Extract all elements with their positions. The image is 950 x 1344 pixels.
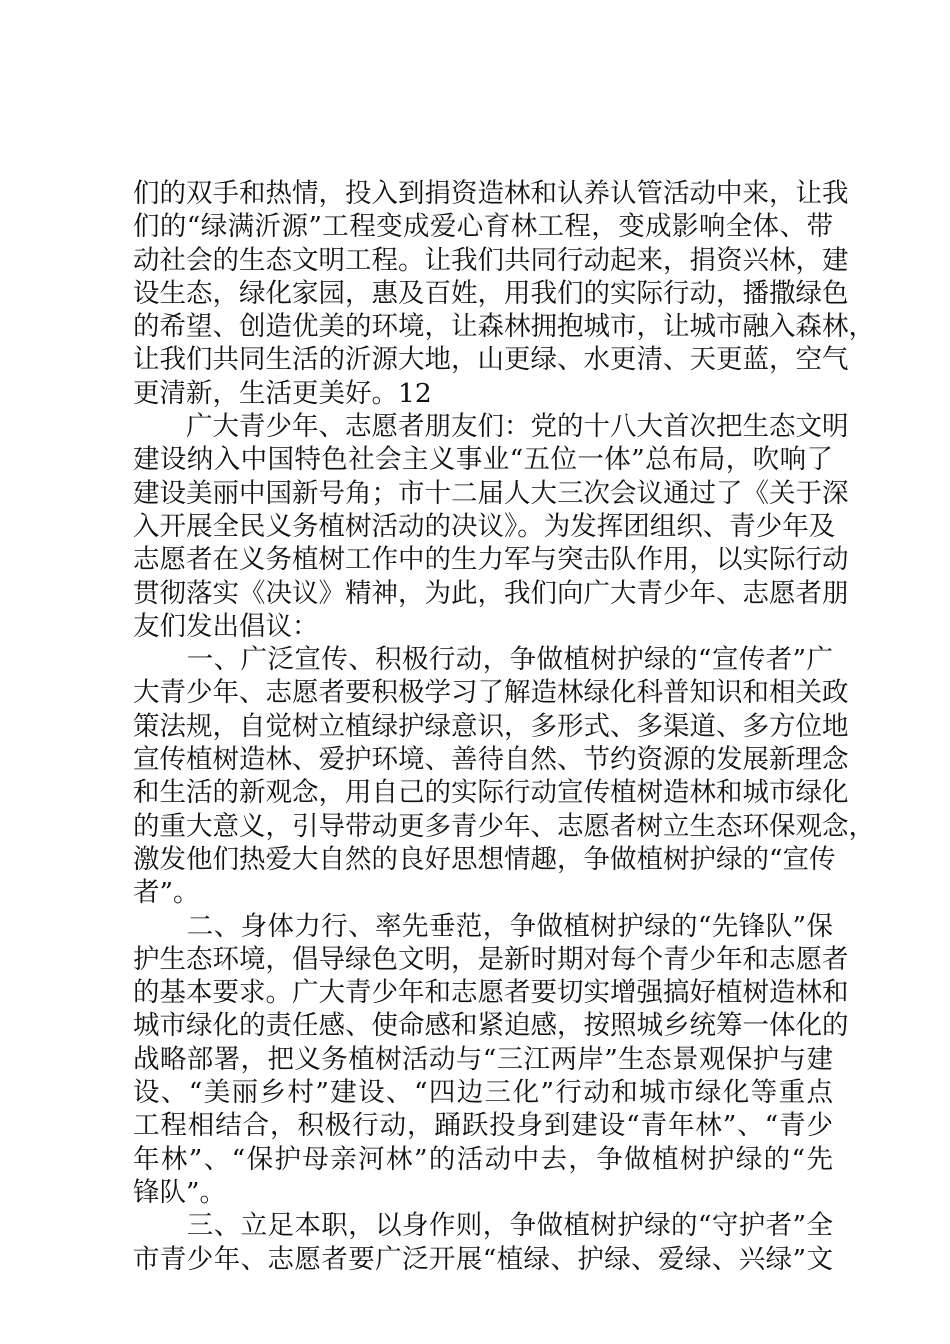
text-line: 锋队”。 [133, 1176, 227, 1208]
text-line: 的重大意义，引导带动更多青少年、志愿者树立生态环保观念， [133, 810, 875, 842]
text-line: 志愿者在义务植树工作中的生力军与突击队作用，以实际行动 [133, 544, 849, 576]
text-line: 战略部署，把义务植树活动与“三江两岸”生态景观保护与建 [133, 1043, 833, 1075]
text-line: 宣传植树造林、爱护环境、善待自然、节约资源的发展新理念 [133, 744, 849, 776]
text-line: 市青少年、志愿者要广泛开展“植绿、护绿、爱绿、兴绿”文 [133, 1243, 833, 1275]
text-line: 更清新，生活更美好。12 [133, 377, 432, 409]
text-line: 们的“绿满沂源”工程变成爱心育林工程，变成影响全体、带 [133, 211, 833, 243]
text-line: 一、广泛宣传、积极行动，争做植树护绿的“宣传者”广 [133, 644, 833, 676]
text-line: 贯彻落实《决议》精神，为此，我们向广大青少年、志愿者朋 [133, 577, 849, 609]
text-line: 设生态，绿化家园，惠及百姓，用我们的实际行动，播撒绿色 [133, 277, 849, 309]
paragraph-point-two [133, 910, 849, 1210]
text-line: 动社会的生态文明工程。让我们共同行动起来，捐资兴林，建 [133, 244, 849, 276]
text-line: 工程相结合，积极行动，踊跃投身到建设“青年林”、“青少 [133, 1110, 833, 1142]
text-line: 让我们共同生活的沂源大地，山更绿、水更清、天更蓝，空气 [133, 344, 849, 376]
text-line: 三、立足本职，以身作则，争做植树护绿的“守护者”全 [133, 1210, 833, 1242]
text-line: 的希望、创造优美的环境，让森林拥抱城市，让城市融入森林， [133, 311, 875, 343]
text-line: 建设纳入中国特色社会主义事业“五位一体”总布局，吹响了 [133, 444, 833, 476]
text-line: 广大青少年、志愿者朋友们：党的十八大首次把生态文明 [133, 411, 849, 443]
paragraph-closing-appeal [133, 177, 875, 410]
paragraph-salutation [133, 410, 849, 643]
text-line: 和生活的新观念，用自己的实际行动宣传植树造林和城市绿化 [133, 777, 849, 809]
text-line: 激发他们热爱大自然的良好思想情趣，争做植树护绿的“宣传 [133, 843, 836, 875]
paragraph-point-one [133, 643, 875, 909]
text-line: 策法规，自觉树立植绿护绿意识，多形式、多渠道、多方位地 [133, 710, 849, 742]
text-line: 年林”、“保护母亲河林”的活动中去，争做植树护绿的“先 [133, 1143, 833, 1175]
text-line: 大青少年、志愿者要积极学习了解造林绿化科普知识和相关政 [133, 677, 849, 709]
text-line: 入开展全民义务植树活动的决议》。为发挥团组织、青少年及 [133, 510, 836, 542]
paragraph-point-three [133, 1209, 833, 1276]
document-body [133, 177, 875, 1276]
text-line: 友们发出倡议： [133, 610, 319, 642]
text-line: 护生态环境，倡导绿色文明，是新时期对每个青少年和志愿者 [133, 943, 849, 975]
text-line: 者”。 [133, 877, 200, 909]
text-line: 城市绿化的责任感、使命感和紧迫感，按照城乡统筹一体化的 [133, 1010, 849, 1042]
text-line: 二、身体力行、率先垂范，争做植树护绿的“先锋队”保 [133, 910, 833, 942]
text-line: 建设美丽中国新号角；市十二届人大三次会议通过了《关于深 [133, 477, 849, 509]
text-line: 们的双手和热情，投入到捐资造林和认养认管活动中来，让我 [133, 178, 849, 209]
text-line: 的基本要求。广大青少年和志愿者要切实增强搞好植树造林和 [133, 977, 849, 1009]
text-line: 设、“美丽乡村”建设、“四边三化”行动和城市绿化等重点 [133, 1077, 833, 1109]
